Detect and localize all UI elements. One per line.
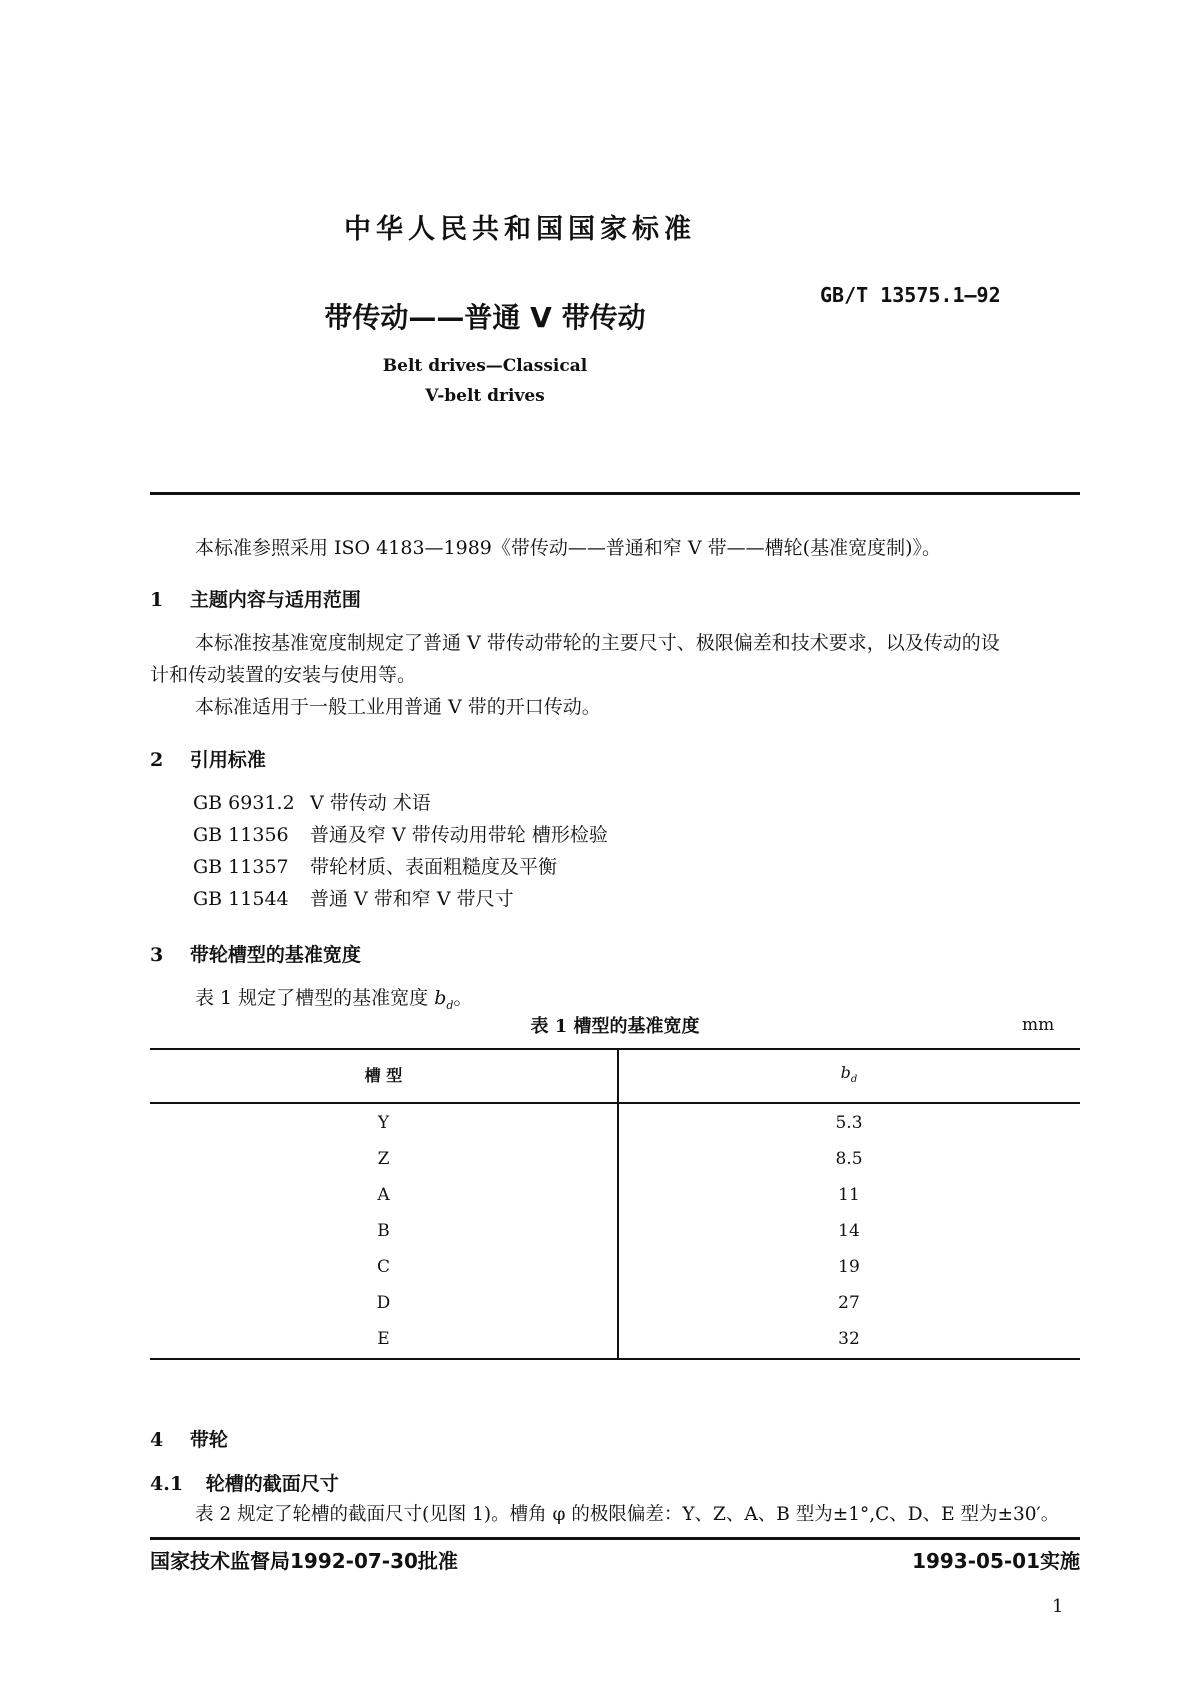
table-row xyxy=(150,1213,1080,1249)
cell-bd: 19 xyxy=(838,1257,860,1277)
cell-type: E xyxy=(377,1329,390,1349)
cell-bd: 5.3 xyxy=(835,1113,863,1133)
cell-bd: 32 xyxy=(838,1329,860,1349)
cell-type: A xyxy=(377,1185,390,1205)
section-2-heading xyxy=(150,745,266,772)
reference-title: 普通及窄 V 带传动用带轮 槽形检验 xyxy=(310,824,608,846)
text-suffix: 。 xyxy=(453,987,473,1009)
page-number: 1 xyxy=(1052,1596,1064,1617)
section-3-heading xyxy=(150,940,361,967)
section-1-para1-line1: 本标准按基准宽度制规定了普通 V 带传动带轮的主要尺寸、极限偏差和技术要求，以及传动的设 xyxy=(195,632,1000,654)
cell-type: Z xyxy=(377,1149,390,1169)
table-row xyxy=(150,1177,1080,1213)
table-1-caption: 表 1 槽型的基准宽度 xyxy=(530,1016,700,1037)
reference-item xyxy=(193,819,608,851)
reference-list xyxy=(193,787,608,915)
section-number: 1 xyxy=(150,589,164,611)
cell-bd: 8.5 xyxy=(835,1149,863,1169)
reference-item xyxy=(193,851,608,883)
table-1-unit: mm xyxy=(1022,1015,1055,1035)
approval-date: 国家技术监督局1992-07-30批准 xyxy=(150,1549,458,1573)
section-1-heading xyxy=(150,585,361,612)
table-header-bd xyxy=(618,1063,1080,1085)
cell-type: C xyxy=(376,1257,390,1277)
reference-item xyxy=(193,787,608,819)
reference-title: V 带传动 术语 xyxy=(310,792,431,814)
table-top-rule xyxy=(150,1048,1080,1050)
table-bottom-rule xyxy=(150,1358,1080,1360)
cell-type: D xyxy=(376,1293,391,1313)
table-row xyxy=(150,1105,1080,1141)
section-number: 4 xyxy=(150,1429,164,1451)
reference-code: GB 6931.2 xyxy=(193,792,295,814)
bd-subscript: d xyxy=(446,998,454,1012)
table-row xyxy=(150,1285,1080,1321)
header-divider xyxy=(150,492,1080,495)
cell-bd: 27 xyxy=(838,1293,860,1313)
bd-symbol: b xyxy=(434,987,447,1009)
section-title: 带轮 xyxy=(189,1429,228,1451)
table-row xyxy=(150,1249,1080,1285)
standard-number: GB/T 13575.1—92 xyxy=(820,283,1001,307)
reference-item xyxy=(193,883,608,915)
section-4-1-heading xyxy=(150,1469,339,1496)
table-header-rule xyxy=(150,1102,1080,1104)
reference-code: GB 11544 xyxy=(193,888,289,910)
table-row xyxy=(150,1141,1080,1177)
reference-title: 带轮材质、表面粗糙度及平衡 xyxy=(310,856,558,878)
cell-type: B xyxy=(377,1221,390,1241)
section-1-para1-line2: 计和传动装置的安装与使用等。 xyxy=(150,664,417,686)
reference-code: GB 11356 xyxy=(193,824,289,846)
section-title: 轮槽的截面尺寸 xyxy=(205,1473,339,1495)
section-4-1-text: 表 2 规定了轮槽的截面尺寸(见图 1)。槽角 φ 的极限偏差：Y、Z、A、B 型为±1°,C、D、E 型为±30′。 xyxy=(195,1504,1060,1525)
text-prefix: 表 1 规定了槽型的基准宽度 xyxy=(195,987,435,1009)
reference-code: GB 11357 xyxy=(193,856,289,878)
section-number: 4.1 xyxy=(150,1473,184,1495)
cell-bd: 14 xyxy=(838,1221,860,1241)
cell-bd: 11 xyxy=(838,1185,860,1205)
national-standard-heading: 中华人民共和国国家标准 xyxy=(344,214,696,245)
section-1-para2: 本标准适用于一般工业用普通 V 带的开口传动。 xyxy=(195,696,601,718)
footer-divider xyxy=(150,1537,1080,1540)
cell-type: Y xyxy=(377,1113,390,1133)
bd-symbol: b xyxy=(840,1063,851,1082)
title-chinese: 带传动——普通 V 带传动 xyxy=(324,301,646,334)
reference-title: 普通 V 带和窄 V 带尺寸 xyxy=(310,888,514,910)
bd-subscript: d xyxy=(850,1074,858,1086)
effective-date: 1993-05-01实施 xyxy=(912,1549,1080,1573)
intro-paragraph: 本标准参照采用 ISO 4183—1989《带传动——普通和窄 V 带——槽轮(基准宽度制)》。 xyxy=(195,537,942,559)
title-english-line1: Belt drives—Classical xyxy=(382,356,588,376)
section-4-heading xyxy=(150,1425,228,1452)
section-number: 2 xyxy=(150,749,164,771)
section-number: 3 xyxy=(150,944,164,966)
table-row xyxy=(150,1321,1080,1357)
table-header-type: 槽 型 xyxy=(364,1066,403,1085)
section-title: 主题内容与适用范围 xyxy=(189,589,361,611)
title-english-line2: V-belt drives xyxy=(425,386,545,406)
section-title: 引用标准 xyxy=(189,749,266,771)
section-title: 带轮槽型的基准宽度 xyxy=(189,944,361,966)
